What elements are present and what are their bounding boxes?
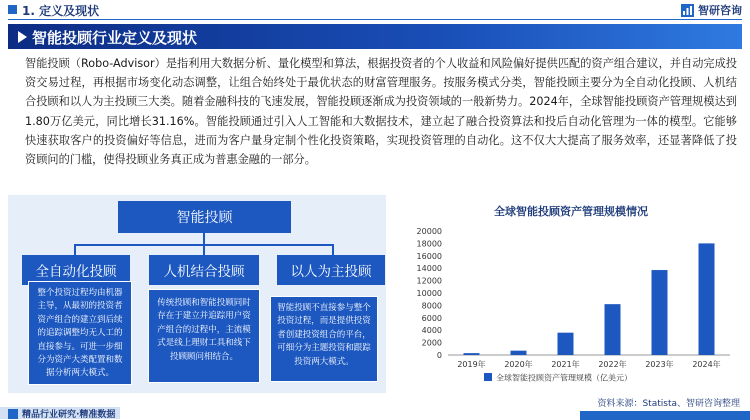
diagram-root: 智能投顾 — [118, 201, 291, 233]
category-human-led: 以人为主投顾 — [277, 255, 385, 285]
footer-logo-icon — [8, 409, 18, 419]
category-full-auto: 全自动化投顾 — [22, 255, 130, 285]
top-header — [0, 0, 750, 22]
header-marker — [8, 5, 17, 14]
y-tick-label: 10000 — [416, 289, 442, 298]
bar — [558, 333, 574, 355]
y-tick-label: 2000 — [421, 338, 442, 348]
source-note: 资料来源：Statista、智研咨询整理 — [597, 399, 740, 409]
bar — [605, 304, 621, 355]
category-human-machine: 人机结合投顾 — [149, 255, 259, 285]
chart-svg — [400, 195, 742, 393]
x-tick-label: 2023年 — [645, 360, 674, 369]
x-tick-label: 2019年 — [457, 360, 486, 369]
section-title: 1. 定义及现状 — [22, 4, 100, 18]
chart-title: 全球智能投顾资产管理规模情况 — [494, 205, 648, 218]
y-tick-label: 20000 — [416, 227, 442, 236]
y-tick-label: 18000 — [416, 239, 442, 249]
connector-left — [74, 244, 76, 255]
x-tick-label: 2022年 — [598, 360, 627, 369]
desc-full-auto: 整个投资过程均由机器主导，从最初的投资者资产组合的建立到后续的追踪调整均无人工的直接参与。可进一步细分为资产大类配置和数据分析两大模式。 — [28, 281, 132, 385]
connector-right — [332, 244, 334, 255]
bar — [699, 243, 715, 355]
brand-name: 智研咨询 — [698, 4, 742, 17]
y-tick-label: 14000 — [416, 264, 442, 274]
desc-human-led: 智能投顾不直接参与整个投资过程，而是提供投资者创建投资组合的平台，可细分为主题投资和跟踪投资两大模式。 — [270, 296, 378, 382]
desc-human-machine: 传统投顾和智能投顾同时存在于建立并追踪用户资产组合的过程中，主流模式是线上理财工具和线下投顾顾问相结合。 — [148, 289, 260, 383]
y-tick-label: 6000 — [421, 313, 442, 323]
legend-swatch — [484, 373, 492, 381]
y-tick-label: 4000 — [421, 326, 442, 336]
bar — [652, 270, 668, 355]
connector-middle — [203, 244, 205, 255]
legend-label: 全球智能投顾资产管理规模（亿美元） — [496, 373, 632, 383]
bar-chart — [400, 195, 742, 393]
intro-paragraph: 智能投顾（Robo-Advisor）是指利用大数据分析、量化模型和算法，根据投资者的个人收益和风险偏好提供匹配的资产组合建议，并自动完成投资交易过程，再根据市场变化动态调整，让组合始终处于最优状态的财富管理服务。按服务模式分类，智能投顾主要分为全自动化投顾、人机结合投顾和以人为主投顾三大类。随着金融科技的飞速发展，智能投顾逐渐成为投资领域的一般新势力。2024年，全球智能投顾资产管理规模达到1.80万亿美元，同比增长31.16%。智能投顾通过引入人工智能和大数据技术，建立起了融合投资算法和投后自动化管理为一体的模型。它能够快速获取客户的投资偏好等信息，进而为客户量身定制个性化投资策略，实现投资管理的自动化。这不仅大大提高了服务效率，还显著降低了投资顾问的门槛，使得投顾业务真正成为普惠金融的一部分。 — [25, 57, 737, 167]
header-rule — [8, 19, 742, 20]
brand — [681, 2, 742, 18]
banner-arrow-icon — [18, 31, 27, 43]
y-tick-label: 16000 — [416, 251, 442, 261]
x-tick-label: 2021年 — [551, 360, 580, 369]
x-tick-label: 2020年 — [504, 360, 533, 369]
x-tick-label: 2024年 — [692, 360, 721, 369]
y-tick-label: 12000 — [416, 276, 442, 286]
bar — [511, 351, 527, 355]
classification-diagram — [8, 195, 386, 393]
y-tick-label: 8000 — [421, 301, 442, 311]
footer-slogan: 精品行业研究·精准数据 — [22, 410, 116, 420]
title-banner — [8, 24, 742, 49]
page-title: 智能投顾行业定义及现状 — [32, 29, 198, 47]
brand-logo-icon — [681, 4, 694, 17]
footer-brand — [8, 407, 115, 420]
footer — [0, 403, 750, 420]
bar — [464, 353, 480, 355]
y-tick-label: 0 — [436, 351, 442, 360]
footer-bar-right — [580, 411, 750, 420]
